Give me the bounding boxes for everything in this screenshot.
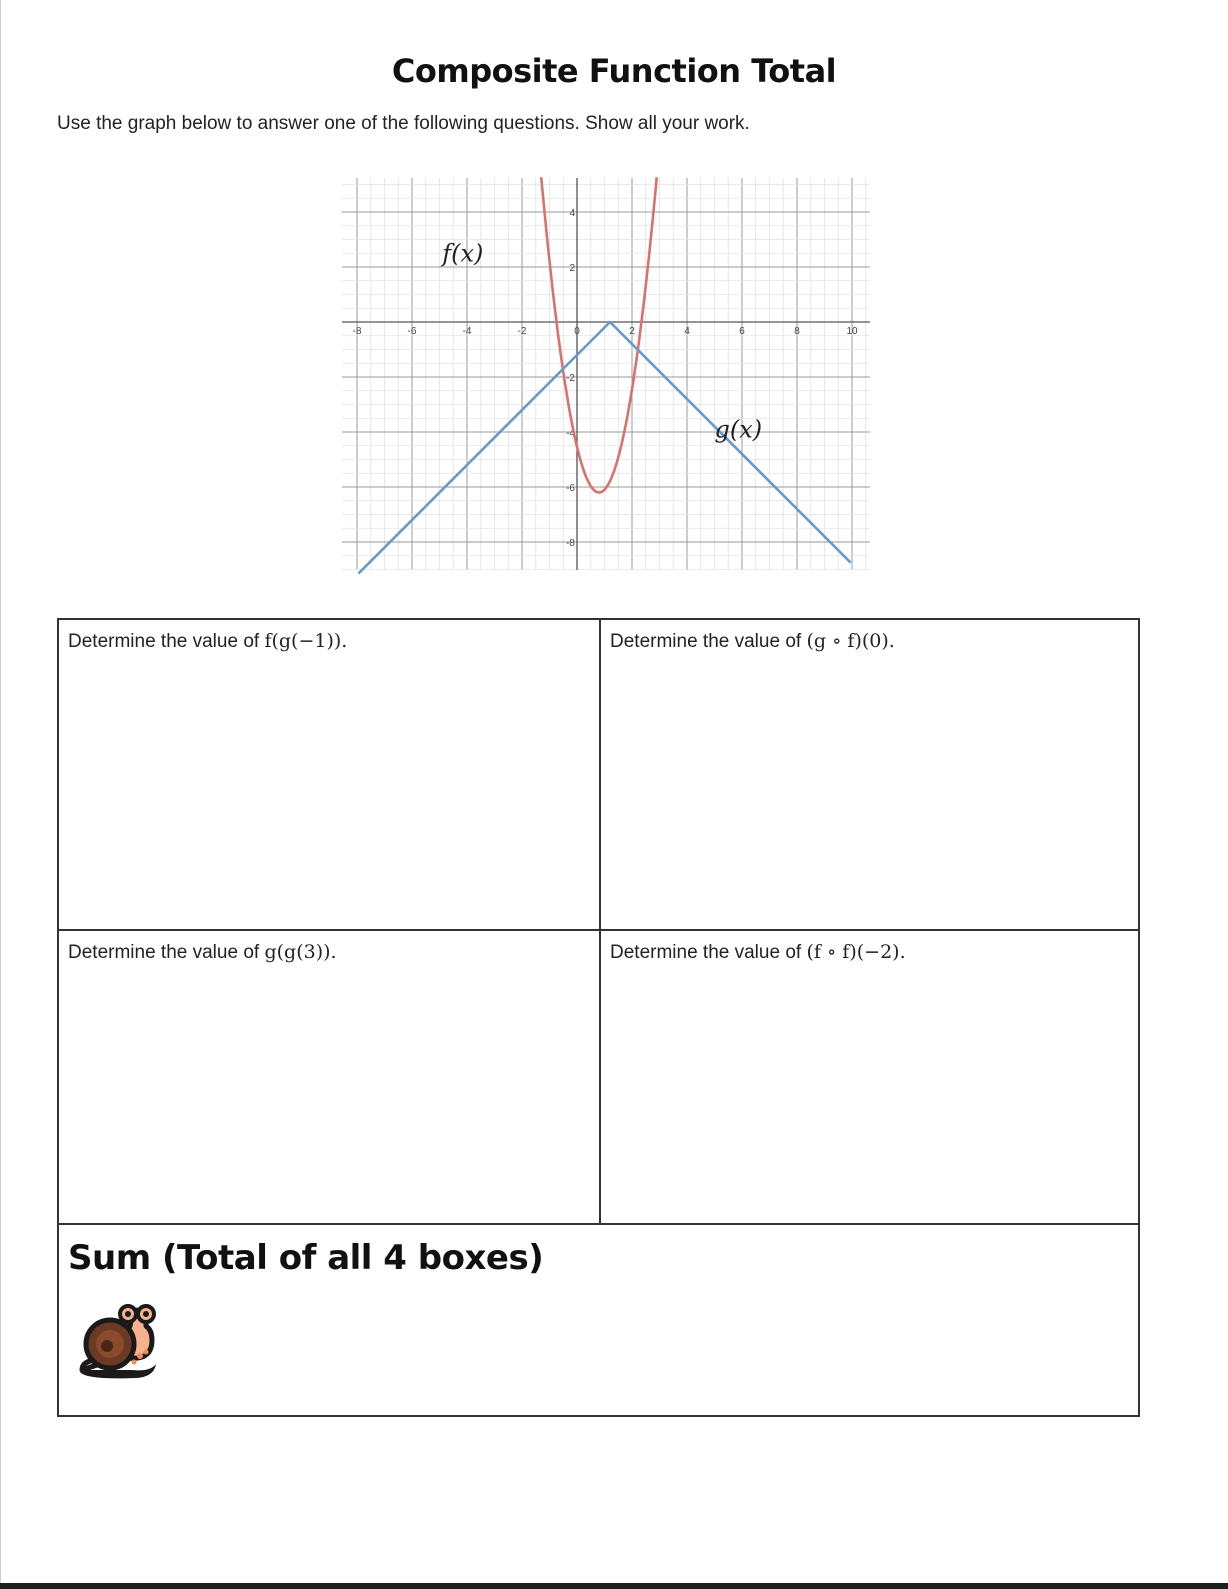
question-prefix: Determine the value of [610, 942, 807, 963]
x-tick-label: 0 [574, 326, 580, 337]
x-tick-label: 10 [846, 326, 858, 337]
y-tick-label: -8 [566, 538, 575, 549]
x-tick-label: 4 [684, 326, 690, 337]
instructions-text: Use the graph below to answer one of the following questions. Show all your work. [57, 113, 750, 134]
y-tick-label: 2 [569, 263, 575, 274]
question-prefix: Determine the value of [68, 942, 265, 963]
y-tick-label: -6 [566, 483, 575, 494]
question-expression: (g ∘ f)(0). [806, 630, 895, 652]
y-tick-label: -2 [566, 373, 575, 384]
y-tick-label: 4 [569, 208, 575, 219]
grid-divider-horizontal [59, 929, 1138, 931]
x-tick-label: -8 [352, 326, 362, 337]
x-tick-label: 6 [739, 326, 745, 337]
question-grid [57, 618, 1140, 1417]
question-expression: g(g(3)). [264, 941, 337, 963]
sum-label: Sum (Total of all 4 boxes) [68, 1238, 544, 1278]
x-tick-label: 2 [629, 326, 635, 337]
question-expression: f(g(−1)). [264, 630, 348, 652]
question-expression: (f ∘ f)(−2). [806, 941, 906, 963]
question-prefix: Determine the value of [610, 631, 807, 652]
f-label: f(x) [442, 239, 484, 268]
page-left-border [0, 0, 1, 1589]
question-box-2[interactable] [610, 630, 895, 653]
x-tick-label: -6 [407, 326, 417, 337]
x-tick-label: -4 [462, 326, 472, 337]
g-label: g(x) [714, 415, 763, 444]
y-tick-label: -4 [566, 428, 575, 439]
question-prefix: Determine the value of [68, 631, 265, 652]
grid-divider-vertical [599, 620, 601, 1224]
snail-icon [76, 1300, 162, 1386]
question-box-3[interactable] [68, 941, 337, 964]
graph-tick-labels [353, 208, 858, 549]
graph-function-labels [440, 240, 762, 444]
question-box-1[interactable] [68, 630, 347, 653]
page-title: Composite Function Total [391, 52, 837, 90]
x-tick-label: -2 [517, 326, 527, 337]
bottom-edge-bar [0, 1583, 1228, 1589]
question-box-4[interactable] [610, 941, 906, 964]
function-graph [340, 172, 872, 576]
x-tick-label: 8 [794, 326, 800, 337]
grid-divider-horizontal [59, 1223, 1138, 1225]
